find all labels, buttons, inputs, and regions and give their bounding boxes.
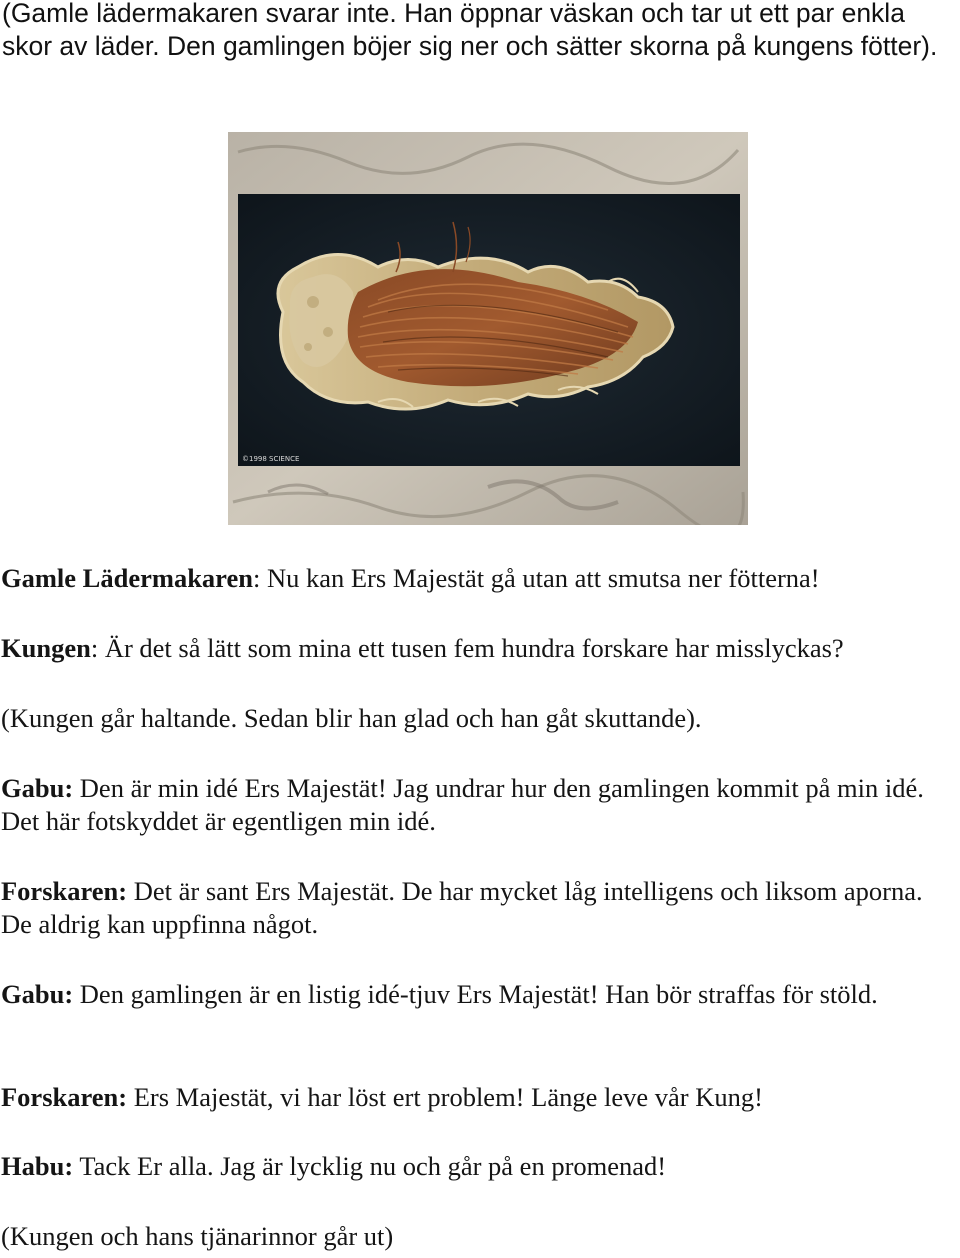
stage-direction xyxy=(1,702,702,735)
speaker-name: Forskaren: xyxy=(1,876,128,906)
speaker-name: Kungen xyxy=(1,633,91,663)
speech-text: Den gamlingen är en listig idé-tjuv Ers Majestät! Han bör straffas för stöld. xyxy=(73,979,878,1009)
dialogue-line xyxy=(1,562,820,595)
dialogue-line xyxy=(1,632,844,665)
speaker-name: Gabu: xyxy=(1,979,74,1009)
dialogue-line xyxy=(1,772,956,838)
dialogue-line xyxy=(1,1150,666,1183)
dialogue-line xyxy=(1,1081,763,1114)
dialogue-line xyxy=(1,875,956,941)
leather-shoe-illustration xyxy=(228,132,748,525)
intro-stage-direction: (Gamle lädermakaren svarar inte. Han öppnar väskan och tar ut ett par enkla skor av läder. Den gamlingen böjer sig ner och sätter skorna på kungens fötter). xyxy=(2,0,938,61)
speaker-name: Gamle Lädermakaren xyxy=(1,563,253,593)
speaker-name: Gabu: xyxy=(1,773,74,803)
speech-text: Den är min idé Ers Majestät! Jag undrar hur den gamlingen kommit på min idé. Det här fotskyddet är egentligen min idé. xyxy=(1,773,924,836)
speech-text: Ers Majestät, vi har löst ert problem! Länge leve vår Kung! xyxy=(127,1082,763,1112)
leather-shoe-photo xyxy=(228,132,748,525)
speaker-name: Habu: xyxy=(1,1151,74,1181)
photo-copyright-stamp: ©1998 SCIENCE xyxy=(242,455,300,463)
speech-text: (Kungen och hans tjänarinnor går ut) xyxy=(1,1221,394,1251)
speech-text: Det är sant Ers Majestät. De har mycket låg intelligens och liksom aporna. De aldrig kan uppfinna något. xyxy=(1,876,923,939)
speaker-name: Forskaren: xyxy=(1,1082,128,1112)
speech-text: : Är det så lätt som mina ett tusen fem hundra forskare har misslyckas? xyxy=(90,633,844,663)
speech-text: Tack Er alla. Jag är lycklig nu och går på en promenad! xyxy=(73,1151,667,1181)
dialogue-line xyxy=(1,978,956,1011)
stage-direction xyxy=(1,1220,393,1253)
speech-text: (Kungen går haltande. Sedan blir han glad och han gåt skuttande). xyxy=(1,703,702,733)
speech-text: : Nu kan Ers Majestät gå utan att smutsa ner fötterna! xyxy=(252,563,820,593)
